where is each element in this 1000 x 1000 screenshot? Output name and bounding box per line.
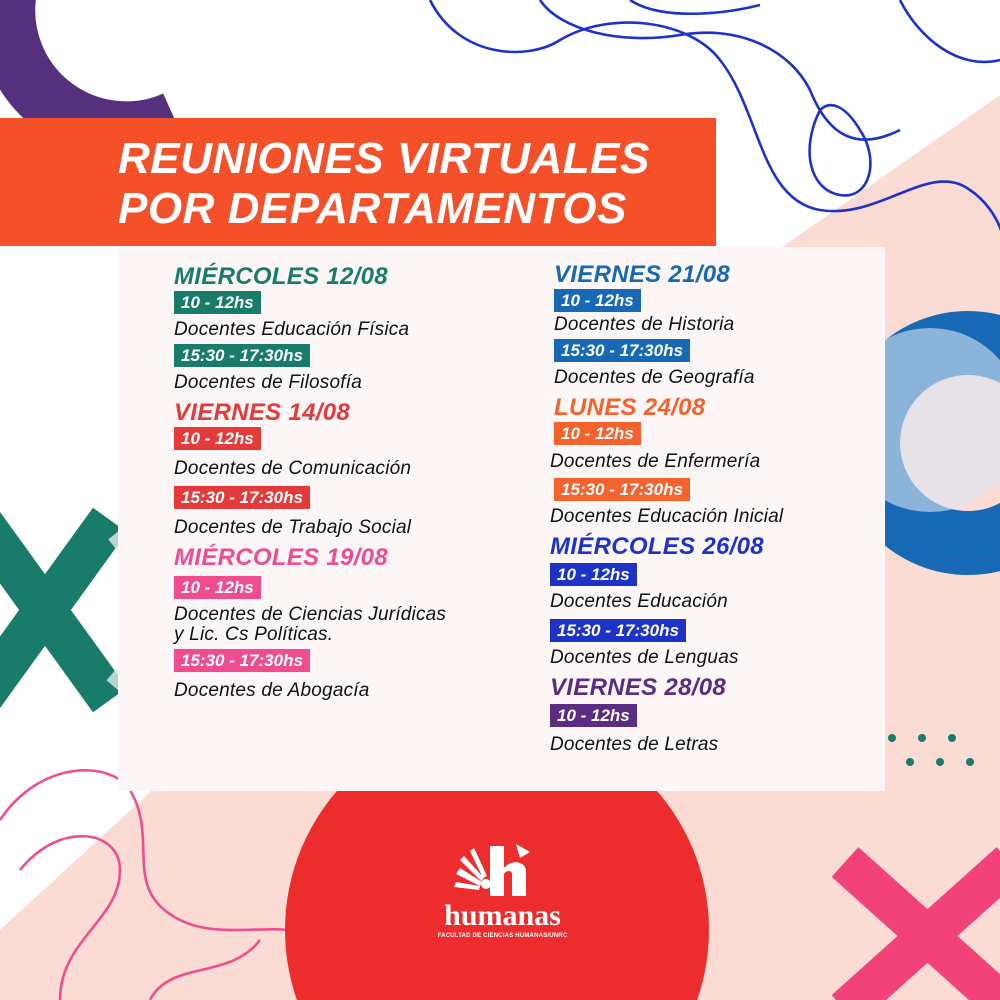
time-badge: 10 - 12hs bbox=[174, 291, 261, 314]
day-block bbox=[550, 260, 880, 389]
logo-subtitle: FACULTAD DE CIENCIAS HUMANAS/UNRC bbox=[437, 933, 568, 939]
department-label: Docentes de Filosofía bbox=[174, 372, 362, 393]
day-title: MIÉRCOLES 12/08 bbox=[174, 263, 388, 290]
time-badge: 10 - 12hs bbox=[174, 427, 261, 450]
time-badge: 10 - 12hs bbox=[174, 576, 261, 599]
title-line-2: POR DEPARTAMENTOS bbox=[118, 184, 627, 233]
day-block bbox=[174, 262, 524, 394]
day-block bbox=[550, 673, 880, 756]
department-label: Docentes Educación Física bbox=[174, 319, 410, 340]
time-badge: 15:30 - 17:30hs bbox=[554, 339, 690, 362]
day-block bbox=[174, 398, 524, 539]
time-badge: 15:30 - 17:30hs bbox=[550, 619, 686, 642]
day-title: VIERNES 28/08 bbox=[550, 674, 726, 701]
department-label: Docentes de Letras bbox=[550, 734, 719, 755]
day-title: MIÉRCOLES 26/08 bbox=[550, 533, 764, 560]
schedule-column-right bbox=[550, 260, 880, 760]
humanas-logo-icon bbox=[420, 838, 585, 900]
day-block bbox=[550, 532, 880, 669]
department-label: Docentes de Comunicación bbox=[174, 458, 412, 479]
department-label: Docentes de Trabajo Social bbox=[174, 517, 412, 538]
time-badge: 15:30 - 17:30hs bbox=[174, 344, 310, 367]
logo-wordmark: humanas bbox=[444, 899, 561, 932]
time-badge: 15:30 - 17:30hs bbox=[174, 486, 310, 509]
department-label: Docentes de Historia bbox=[554, 314, 735, 335]
title-line-1: REUNIONES VIRTUALES bbox=[118, 134, 650, 183]
department-label: Docentes de Enfermería bbox=[550, 451, 761, 472]
purple-arc-shape bbox=[6, 0, 175, 130]
time-badge: 10 - 12hs bbox=[550, 563, 637, 586]
time-badge: 10 - 12hs bbox=[554, 289, 641, 312]
time-badge: 15:30 - 17:30hs bbox=[174, 649, 310, 672]
day-title: LUNES 24/08 bbox=[554, 394, 706, 421]
time-badge: 10 - 12hs bbox=[554, 422, 641, 445]
day-block bbox=[174, 543, 524, 702]
humanas-logo bbox=[420, 838, 585, 948]
day-title: VIERNES 14/08 bbox=[174, 399, 350, 426]
department-label: Docentes de Geografía bbox=[554, 367, 755, 388]
department-label: Docentes de Lenguas bbox=[550, 647, 739, 668]
department-label: Docentes de Abogacía bbox=[174, 680, 370, 701]
time-badge: 15:30 - 17:30hs bbox=[554, 478, 690, 501]
department-label: Docentes Educación bbox=[550, 591, 728, 612]
department-label: Docentes Educación Inicial bbox=[550, 506, 784, 527]
page-title bbox=[118, 134, 718, 234]
day-title: MIÉRCOLES 19/08 bbox=[174, 544, 388, 571]
time-badge: 10 - 12hs bbox=[550, 704, 637, 727]
day-title: VIERNES 21/08 bbox=[554, 261, 730, 288]
department-label: Docentes de Ciencias Jurídicas bbox=[174, 604, 447, 625]
department-label-continued: y Lic. Cs Políticas. bbox=[174, 624, 334, 645]
schedule-column-left bbox=[174, 262, 524, 706]
day-block bbox=[550, 393, 880, 528]
green-x-shape bbox=[0, 520, 110, 700]
